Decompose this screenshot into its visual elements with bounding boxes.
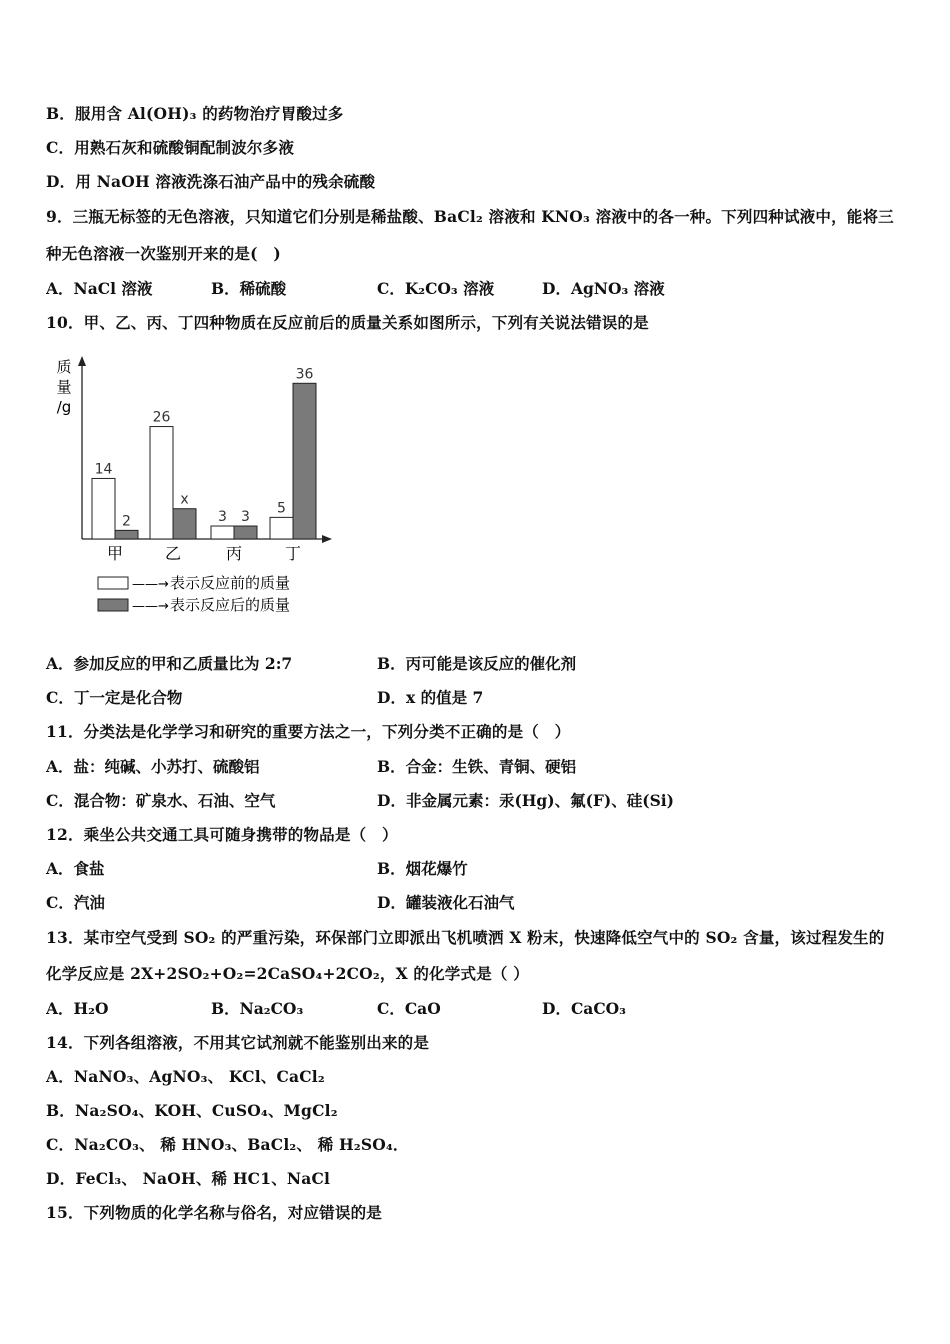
q9-option-d: D．AgNO₃ 溶液 bbox=[542, 279, 665, 298]
y-axis-label-2: 量 bbox=[56, 378, 72, 396]
x-axis-arrow bbox=[322, 535, 332, 543]
q14-option-d: D．FeCl₃、 NaOH、稀 HC1、NaCl bbox=[46, 1169, 331, 1188]
q9-option-b: B．稀硫酸 bbox=[211, 279, 287, 298]
bar-label-before-3: 5 bbox=[277, 500, 286, 517]
q11-option-b: B．合金：生铁、青铜、硬铝 bbox=[377, 757, 577, 776]
q8-option-d: D．用 NaOH 溶液洗涤石油产品中的残余硫酸 bbox=[46, 172, 376, 191]
q14-option-b: B．Na₂SO₄、KOH、CuSO₄、MgCl₂ bbox=[46, 1101, 338, 1120]
q9-stem-line1: 9．三瓶无标签的无色溶液，只知道它们分别是稀盐酸、BaCl₂ 溶液和 KNO₃ 溶液中的各一种。下列四种试液中，能将三 bbox=[46, 207, 894, 226]
q13-stem-line1: 13．某市空气受到 SO₂ 的严重污染，环保部门立即派出飞机喷洒 X 粉末，快速降低空气中的 SO₂ 含量，该过程发生的 bbox=[46, 928, 885, 947]
q9-option-a: A．NaCl 溶液 bbox=[46, 279, 153, 298]
bar-label-after-3: 36 bbox=[295, 366, 314, 383]
mass-bar-chart bbox=[46, 344, 346, 624]
legend-before-label: 表示反应前的质量 bbox=[170, 574, 291, 592]
category-label-3: 丁 bbox=[284, 544, 302, 563]
category-label-2: 丙 bbox=[225, 544, 243, 563]
legend-after-label: 表示反应后的质量 bbox=[170, 596, 291, 614]
bar-before-1 bbox=[150, 427, 173, 539]
q8-option-b: B．服用含 Al(OH)₃ 的药物治疗胃酸过多 bbox=[46, 104, 344, 123]
q14-stem: 14．下列各组溶液，不用其它试剂就不能鉴别出来的是 bbox=[46, 1033, 430, 1052]
q13-option-a: A．H₂O bbox=[46, 999, 109, 1018]
legend-before-arrow: ——→ bbox=[132, 577, 169, 592]
bar-before-2 bbox=[211, 526, 234, 539]
q11-option-a: A．盐：纯碱、小苏打、硫酸铝 bbox=[46, 757, 260, 776]
q13-option-b: B．Na₂CO₃ bbox=[211, 999, 304, 1018]
bar-label-after-1: x bbox=[180, 491, 189, 508]
q10-stem: 10．甲、乙、丙、丁四种物质在反应前后的质量关系如图所示，下列有关说法错误的是 bbox=[46, 313, 649, 332]
q14-option-a: A．NaNO₃、AgNO₃、 KCl、CaCl₂ bbox=[46, 1067, 325, 1086]
legend-after-arrow: ——→ bbox=[132, 599, 169, 614]
bar-before-0 bbox=[92, 478, 115, 539]
bar-label-before-2: 3 bbox=[218, 509, 227, 526]
q15-stem: 15．下列物质的化学名称与俗名，对应错误的是 bbox=[46, 1203, 382, 1222]
y-axis-arrow bbox=[78, 356, 86, 366]
bar-label-after-2: 3 bbox=[241, 509, 250, 526]
legend-before-swatch bbox=[98, 577, 128, 589]
q12-option-d: D．罐装液化石油气 bbox=[377, 893, 515, 912]
bar-after-1 bbox=[173, 509, 196, 539]
y-axis-label-3: /g bbox=[56, 398, 72, 416]
q10-option-a: A．参加反应的甲和乙质量比为 2:7 bbox=[46, 654, 293, 673]
q12-option-c: C．汽油 bbox=[46, 893, 105, 912]
bar-after-2 bbox=[234, 526, 257, 539]
q10-option-d: D．x 的值是 7 bbox=[377, 688, 484, 707]
y-axis-label-1: 质 bbox=[56, 358, 72, 376]
q9-stem-line2: 种无色溶液一次鉴别开来的是( ) bbox=[46, 244, 281, 263]
q13-stem-line2: 化学反应是 2X+2SO₂+O₂=2CaSO₄+2CO₂，X 的化学式是（ ） bbox=[46, 964, 529, 983]
legend-after-swatch bbox=[98, 599, 128, 611]
bar-after-3 bbox=[293, 383, 316, 539]
q13-option-c: C．CaO bbox=[377, 999, 441, 1018]
category-label-1: 乙 bbox=[164, 544, 182, 563]
q10-option-b: B．丙可能是该反应的催化剂 bbox=[377, 654, 577, 673]
q12-stem: 12．乘坐公共交通工具可随身携带的物品是（ ） bbox=[46, 825, 398, 844]
q11-stem: 11．分类法是化学学习和研究的重要方法之一，下列分类不正确的是（ ） bbox=[46, 722, 571, 741]
q14-option-c: C．Na₂CO₃、 稀 HNO₃、BaCl₂、 稀 H₂SO₄． bbox=[46, 1135, 409, 1154]
q13-option-d: D．CaCO₃ bbox=[542, 999, 626, 1018]
bar-label-before-0: 14 bbox=[94, 461, 113, 478]
bar-before-3 bbox=[270, 517, 293, 539]
q11-option-d: D．非金属元素：汞(Hg)、氟(F)、硅(Si) bbox=[377, 791, 675, 810]
q8-option-c: C．用熟石灰和硫酸铜配制波尔多液 bbox=[46, 138, 295, 157]
q11-option-c: C．混合物：矿泉水、石油、空气 bbox=[46, 791, 276, 810]
bar-label-before-1: 26 bbox=[152, 409, 171, 426]
q9-option-c: C．K₂CO₃ 溶液 bbox=[377, 279, 495, 298]
q10-option-c: C．丁一定是化合物 bbox=[46, 688, 183, 707]
q12-option-a: A．食盐 bbox=[46, 859, 105, 878]
q12-option-b: B．烟花爆竹 bbox=[377, 859, 468, 878]
category-label-0: 甲 bbox=[106, 544, 124, 563]
bar-label-after-0: 2 bbox=[122, 513, 131, 530]
bar-after-0 bbox=[115, 530, 138, 539]
